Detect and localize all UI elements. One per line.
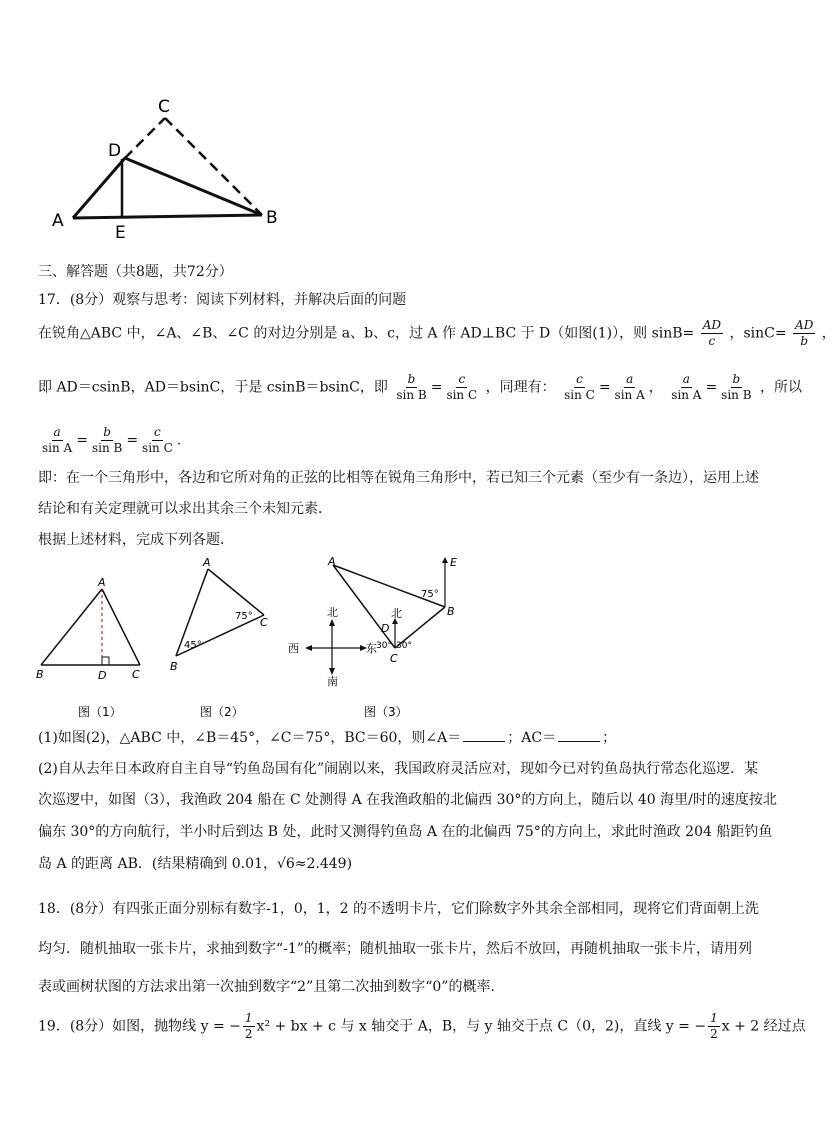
fraction: $\frac{c}{\text{sin C}}$ xyxy=(446,372,478,402)
text: 在锐角△ABC 中，∠A、∠B、∠C 的对边分别是 a、b、c，过 A 作 AD⊥BC 于 D（如图(1)），则 sinB= xyxy=(38,325,695,342)
fraction: $\frac{a}{\text{sin A}}$ xyxy=(42,425,73,455)
fig1-side-ab xyxy=(41,589,102,665)
figure-2 xyxy=(170,556,268,719)
q17-line4: $\frac{a}{\text{sin A}}$ = $\frac{b}{\text{sin B}}$ = $\frac{c}{\text{sin C}}$ . xyxy=(42,425,182,455)
figure-1 xyxy=(36,576,140,719)
fig1-label-b: B xyxy=(36,668,44,681)
fig3-angle-30-right: 30° xyxy=(396,641,412,651)
fig3-angle-30-left: 30° xyxy=(376,641,392,651)
q17-sub2-line3: 偏东 30°的方向航行，半小时后到达 B 处，此时又测得钓鱼岛 A 在的北偏西 75°的方向上，求此时渔政 204 船距钓鱼 xyxy=(38,824,773,840)
fig3-compass-arrow-s xyxy=(329,668,335,675)
fig2-side-ac xyxy=(208,569,264,615)
fig1-right-angle-mark xyxy=(102,657,109,665)
q17-sub1 xyxy=(38,729,616,747)
fig3-label-e: E xyxy=(450,556,457,569)
fig2-angle-c: 75° xyxy=(235,611,253,622)
fraction-ad-over-c: $\frac{AD}{c}$ xyxy=(702,318,722,348)
answer-blank-ac[interactable] xyxy=(558,729,600,742)
answer-blank-angle-a[interactable] xyxy=(463,729,505,742)
segment-db xyxy=(125,158,262,215)
fig1-label-a: A xyxy=(98,576,106,589)
fig3-label-c: C xyxy=(390,652,398,665)
q17-sub2-line2: 次巡逻中，如图（3），我渔政 204 船在 C 处测得 A 在我渔政船的北偏西 30°的方向上，随后以 40 海里/时的速度按北 xyxy=(38,792,777,808)
label-a: A xyxy=(52,211,64,231)
fraction: $\frac{a}{\text{sin A}}$ xyxy=(671,372,702,402)
q17-line7: 根据上述材料，完成下列各题． xyxy=(38,532,234,548)
figure-3 xyxy=(288,555,457,719)
fig3-north-label-2: 北 xyxy=(391,607,402,620)
fig3-compass-arrow-w xyxy=(305,645,312,651)
fig2-angle-b: 45° xyxy=(184,640,202,651)
text: ，同理有： xyxy=(485,379,556,396)
q17-title: 17．(8分）观察与思考：阅读下列材料，并解决后面的问题 xyxy=(38,292,407,308)
segment-cb-dashed xyxy=(165,118,262,215)
fraction: $\frac{b}{\text{sin B}}$ xyxy=(721,372,752,402)
q17-line6: 结论和有关定理就可以求出其余三个未知元素． xyxy=(38,501,332,517)
text: ； xyxy=(602,730,617,746)
segment-ad xyxy=(73,158,125,218)
fig2-label-a: A xyxy=(203,556,211,569)
fig2-label-c: C xyxy=(260,616,268,629)
text: 即 AD＝csinB，AD＝bsinC，于是 csinB＝bsinC，即 xyxy=(38,379,388,396)
fraction-one-half: $\frac{1}{2}$ xyxy=(710,1011,718,1041)
fig1-side-ac xyxy=(102,589,140,665)
fig3-south-label: 南 xyxy=(327,675,338,688)
text: x² + bx + c 与 x 轴交于 A，B，与 y 轴交于点 C（0，2)，直线 y = − xyxy=(256,1018,707,1035)
fraction: $\frac{b}{\text{sin B}}$ xyxy=(91,425,123,455)
fraction-ad-over-b: $\frac{AD}{b}$ xyxy=(795,318,814,348)
text: ；AC＝ xyxy=(507,730,557,746)
text: x + 2 经过点 xyxy=(721,1018,806,1035)
fig3-side-ab xyxy=(333,565,445,607)
label-d: D xyxy=(108,141,122,161)
fraction: $\frac{b}{\text{sin B}}$ xyxy=(396,372,427,402)
fig1-caption: 图（1） xyxy=(78,705,122,719)
segment-ab xyxy=(73,215,262,218)
fig1-label-c: C xyxy=(132,668,140,681)
fig3-north-arrow-b xyxy=(442,557,448,563)
q19-line1 xyxy=(38,1011,806,1042)
section-heading: 三、解答题（共8题，共72分） xyxy=(38,264,233,280)
q17-sub2-line1: (2)自从去年日本政府自主自导“钓鱼岛国有化”闹剧以来，我国政府灵活应对，现如今已对钓鱼岛执行常态化巡逻．某 xyxy=(38,761,759,777)
q17-line3: 即 AD＝csinB，AD＝bsinC，于是 csinB＝bsinC，即 $\frac{b}{\text{sin B}}$ = $\frac{c}{\text{sin C}}$ ，同理有： $\frac{c}{\text{sin C}}$ = $\frac{a}{\text{sin A}}$ ， $\frac{a}{\text{sin A}}$ = $\frac{b}{\text{sin B}}$ ，所以 xyxy=(38,372,802,402)
fig3-compass-arrow-n xyxy=(329,619,335,626)
label-e: E xyxy=(115,223,126,243)
q17-sub2-line4: 岛 A 的距离 AB．(结果精确到 0.01，√6≈2.449) xyxy=(38,856,353,872)
fig1-label-d: D xyxy=(98,669,107,682)
text: ，sinC= xyxy=(729,325,787,342)
label-b: B xyxy=(266,208,278,228)
q17-line2 xyxy=(38,318,836,349)
top-triangle-figure xyxy=(40,90,300,250)
fraction-one-half: $\frac{1}{2}$ xyxy=(244,1011,253,1041)
fig3-caption: 图（3） xyxy=(364,705,408,719)
q18-line2: 均匀．随机抽取一张卡片，求抽到数字“-1”的概率；随机抽取一张卡片，然后不放回，再随机抽取一张卡片，请用列 xyxy=(38,941,752,957)
fig3-label-b: B xyxy=(447,605,455,618)
fig2-label-b: B xyxy=(170,660,178,673)
text: 19．(8分）如图，抛物线 y = − xyxy=(38,1018,241,1035)
fraction: $\frac{c}{\text{sin C}}$ xyxy=(564,372,595,402)
fraction: $\frac{a}{\text{sin A}}$ xyxy=(614,372,645,402)
fig3-east-label: 东 xyxy=(366,642,377,655)
text: ， xyxy=(821,325,836,342)
fraction: $\frac{c}{\text{sin C}}$ xyxy=(142,425,173,455)
fig3-west-label: 西 xyxy=(288,642,299,655)
segment-dc-dashed xyxy=(125,118,165,158)
q18-line3: 表或画树状图的方法求出第一次抽到数字“2”且第二次抽到数字“0”的概率． xyxy=(38,979,505,995)
fig3-label-a: A xyxy=(328,555,336,568)
figures-row xyxy=(36,552,466,722)
text: (1)如图(2)，△ABC 中，∠B＝45°，∠C＝75°，BC＝60，则∠A＝ xyxy=(38,730,462,746)
label-c: C xyxy=(158,97,170,117)
fig3-label-d: D xyxy=(381,622,390,635)
fig3-angle-75: 75° xyxy=(421,589,439,600)
text: ，所以 xyxy=(759,379,802,396)
fig2-caption: 图（2） xyxy=(200,705,244,719)
fig3-side-ac xyxy=(333,565,395,648)
fig3-north-label: 北 xyxy=(327,606,338,619)
q17-line5: 即：在一个三角形中，各边和它所对角的正弦的比相等在锐角三角形中，若已知三个元素（至少有一条边），运用上述 xyxy=(38,470,759,486)
q18-line1: 18．(8分）有四张正面分别标有数字-1，0，1，2 的不透明卡片，它们除数字外其余全部相同，现将它们背面朝上洗 xyxy=(38,901,759,917)
